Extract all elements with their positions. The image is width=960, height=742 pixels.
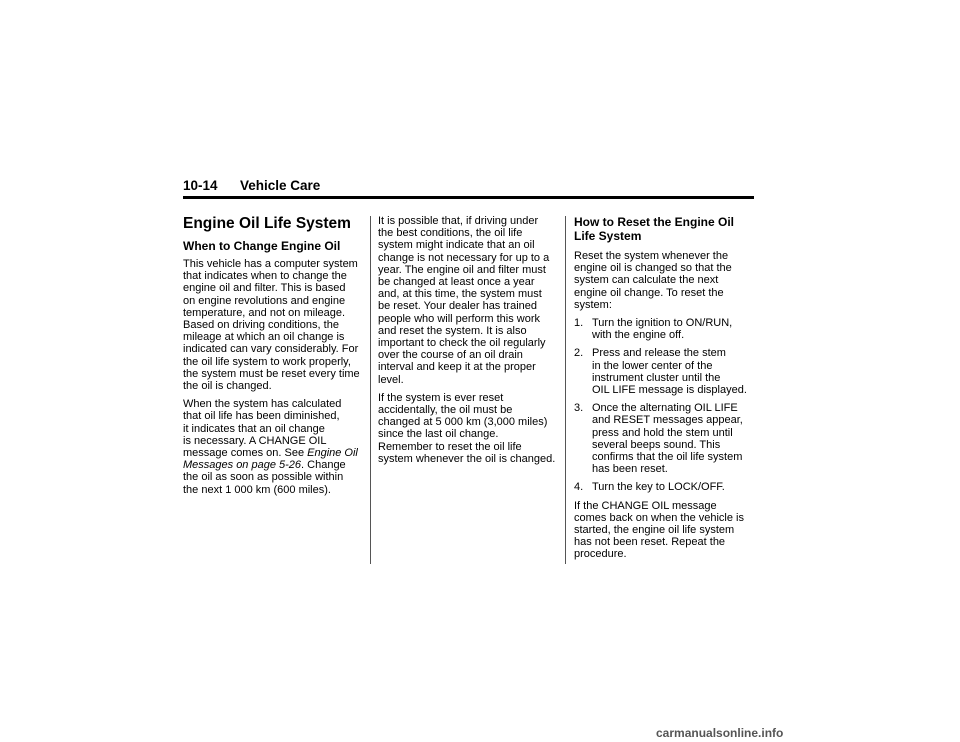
- column-1: [183, 215, 365, 502]
- paragraph-line: the oil is changed.: [183, 380, 272, 393]
- paragraph-line: system can calculate the next: [574, 274, 719, 287]
- paragraph-line: on engine revolutions and engine: [183, 294, 346, 307]
- paragraph-line: If the CHANGE OIL message: [574, 499, 717, 512]
- paragraph-line: year. The engine oil and filter must: [378, 263, 546, 276]
- paragraph-line: the oil as soon as possible within: [183, 471, 344, 484]
- step-line: OIL LIFE message is displayed.: [592, 384, 747, 397]
- section-heading: Engine Oil Life System: [183, 215, 351, 232]
- step-item: [574, 317, 756, 341]
- paragraph-line: system:: [574, 298, 612, 311]
- step-item: [574, 347, 756, 396]
- step-line: instrument cluster until the: [592, 371, 721, 384]
- paragraph-line: Messages on page 5-26. Change: [183, 459, 346, 472]
- step-line: has been reset.: [592, 463, 668, 476]
- paragraph-line: since the last oil change.: [378, 428, 499, 441]
- step-number: 1.: [574, 317, 584, 330]
- paragraph: [378, 392, 560, 465]
- page-header: [183, 178, 754, 198]
- paragraph-line: people who will perform this work: [378, 312, 541, 325]
- paragraph: [378, 215, 560, 386]
- paragraph-line: accidentally, the oil must be: [378, 404, 513, 417]
- paragraph-line: Remember to reset the oil life: [378, 440, 522, 453]
- header-rule: [183, 196, 754, 199]
- paragraph-line: mileage at which an oil change is: [183, 331, 345, 344]
- paragraph-line: and, at this time, the system must: [378, 288, 542, 301]
- paragraph-line: be changed at least once a year: [378, 276, 535, 289]
- step-line: with the engine off.: [592, 329, 685, 342]
- step-line: Turn the ignition to ON/RUN,: [592, 317, 733, 330]
- step-number: 4.: [574, 481, 584, 494]
- paragraph: [574, 500, 756, 561]
- paragraph-line: temperature, and not on mileage.: [183, 306, 346, 319]
- paragraph-line: interval and keep it at the proper: [378, 361, 536, 374]
- paragraph-line: important to check the oil regularly: [378, 337, 546, 350]
- step-line: several beeps sound. This: [592, 438, 721, 451]
- paragraph-line: If the system is ever reset: [378, 391, 504, 404]
- paragraph-line: procedure.: [574, 548, 627, 561]
- paragraph: [574, 250, 756, 311]
- paragraph: [183, 258, 365, 392]
- step-number: 3.: [574, 402, 584, 415]
- paragraph-line: When the system has calculated: [183, 398, 342, 411]
- paragraph-line: and reset the system. It is also: [378, 324, 527, 337]
- step-line: press and hold the stem until: [592, 426, 733, 439]
- paragraph-line: it indicates that an oil change: [183, 422, 325, 435]
- paragraph-line: started, the engine oil life system: [574, 524, 735, 537]
- step-item: [574, 481, 756, 493]
- paragraph-line: level.: [378, 373, 404, 386]
- subsection-heading: When to Change Engine Oil: [183, 239, 341, 253]
- paragraph-line: that indicates when to change the: [183, 270, 347, 283]
- column-2: [378, 215, 560, 471]
- paragraph-line: engine oil and filter. This is based: [183, 282, 346, 295]
- paragraph: [183, 398, 365, 496]
- step-line: confirms that the oil life system: [592, 451, 743, 464]
- watermark: carmanualsonline.info: [656, 726, 784, 740]
- step-line: Press and release the stem: [592, 347, 726, 360]
- paragraph-line: over the course of an oil drain: [378, 349, 523, 362]
- step-line: and RESET messages appear,: [592, 414, 743, 427]
- paragraph-line: This vehicle has a computer system: [183, 258, 358, 270]
- paragraph-line: Based on driving conditions, the: [183, 319, 339, 332]
- paragraph-line: engine oil change. To reset the: [574, 286, 724, 299]
- step-line: in the lower center of the: [592, 359, 713, 372]
- paragraph-line: engine oil is changed so that the: [574, 262, 732, 275]
- paragraph-line: the oil life system to work properly,: [183, 355, 351, 368]
- paragraph-line: is necessary. A CHANGE OIL: [183, 434, 327, 447]
- paragraph-line: be reset. Your dealer has trained: [378, 300, 538, 313]
- paragraph-line: change is not necessary for up to a: [378, 251, 550, 264]
- paragraph-line: the next 1 000 km (600 miles).: [183, 483, 331, 496]
- subsection-heading: How to Reset the Engine Oil Life System: [574, 215, 735, 243]
- paragraph-line: Reset the system whenever the: [574, 250, 729, 262]
- cross-reference-link[interactable]: Messages on page 5-26: [183, 459, 302, 472]
- step-line: Turn the key to LOCK/OFF.: [592, 481, 725, 494]
- paragraph-line: has not been reset. Repeat the: [574, 536, 726, 549]
- paragraph-line: the best conditions, the oil life: [378, 227, 523, 240]
- paragraph-line: system might indicate that an oil: [378, 239, 535, 252]
- column-divider-2: [565, 216, 566, 564]
- column-3: [574, 215, 756, 567]
- paragraph-line: that oil life has been diminished,: [183, 410, 340, 423]
- paragraph-line: indicated can vary considerably. For: [183, 343, 359, 356]
- paragraph-line: the system must be reset every time: [183, 367, 360, 380]
- paragraph-line: system whenever the oil is changed.: [378, 452, 556, 465]
- column-divider-1: [370, 216, 371, 564]
- paragraph-line: message comes on. See Engine Oil: [183, 447, 358, 460]
- step-number: 2.: [574, 347, 584, 360]
- step-line: Once the alternating OIL LIFE: [592, 402, 738, 415]
- section-title: Vehicle Care: [240, 178, 321, 193]
- paragraph-line: changed at 5 000 km (3,000 miles): [378, 416, 548, 429]
- cross-reference-link[interactable]: Engine Oil: [307, 447, 358, 460]
- steps-list: [574, 317, 756, 494]
- step-item: [574, 402, 756, 475]
- paragraph-line: It is possible that, if driving under: [378, 215, 539, 227]
- page-number: 10-14: [183, 178, 218, 193]
- paragraph-line: comes back on when the vehicle is: [574, 511, 744, 524]
